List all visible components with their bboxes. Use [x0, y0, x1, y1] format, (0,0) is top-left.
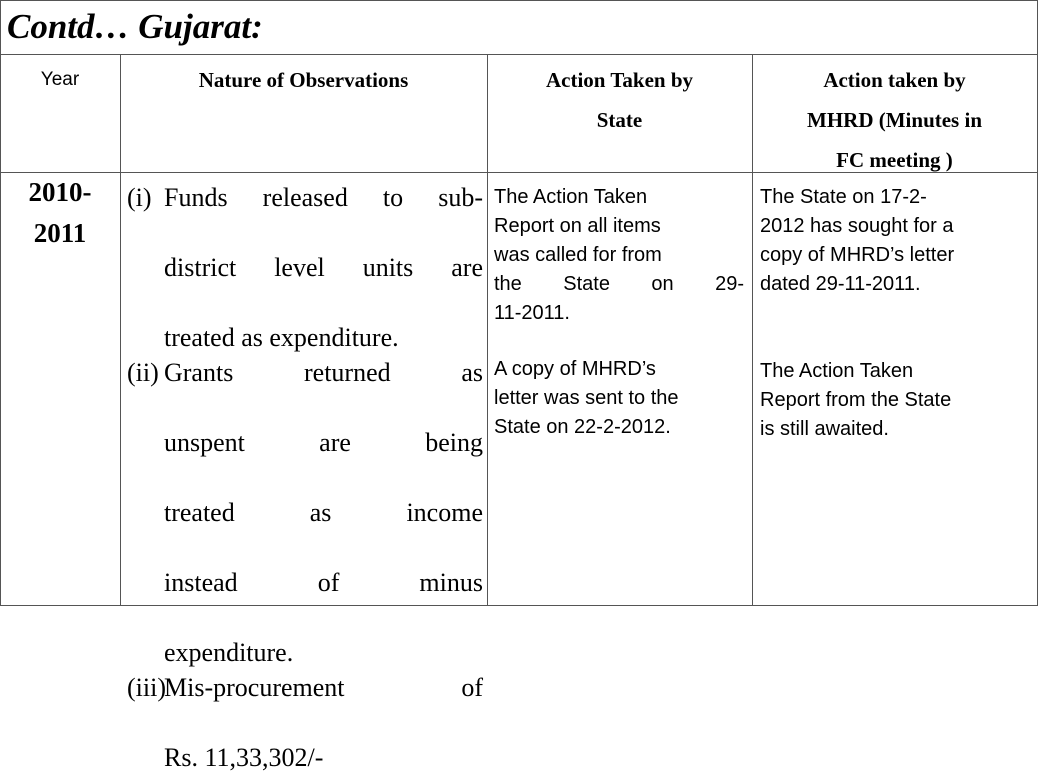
action-mhrd-line: The State on 17-2- [760, 186, 927, 208]
title-row [0, 0, 1038, 55]
action-state-line: letter was sent to the [494, 387, 679, 409]
action-state-line: the State on 29- [494, 273, 744, 295]
observation-line: expenditure. [164, 638, 294, 667]
observation-line: Funds released to sub- [164, 183, 483, 212]
observation-number: (ii) [127, 358, 159, 387]
action-state-line: The Action Taken [494, 186, 648, 208]
header-action-state-line-2: State [596, 108, 643, 132]
action-state-line: State on 22-2-2012. [494, 416, 671, 438]
header-year: Year [40, 69, 80, 90]
header-nature-of-observations: Nature of Observations [198, 68, 409, 92]
header-action-mhrd-line-3: FC meeting ) [836, 148, 953, 172]
header-action-state-line-1: Action Taken by [545, 68, 694, 92]
header-action-mhrd-line-2: MHRD (Minutes in [807, 108, 982, 132]
header-action-taken-by-mhrd [752, 60, 1037, 180]
cell-year [0, 172, 120, 254]
observation-number: (i) [127, 183, 152, 212]
table-border-right [1037, 55, 1038, 606]
cell-action-taken-by-mhrd [760, 183, 1032, 444]
year-line-1: 2010- [28, 177, 92, 207]
action-mhrd-line: Report from the State [760, 389, 952, 411]
action-mhrd-line: is still awaited. [760, 418, 889, 440]
action-mhrd-line: dated 29-11-2011. [760, 273, 921, 295]
observation-line: Mis-procurement of [164, 673, 483, 702]
action-state-line: A copy of MHRD’s [494, 358, 656, 380]
observation-line: treated as income [164, 498, 483, 527]
observation-item [127, 355, 483, 670]
column-divider-1 [120, 55, 121, 606]
observation-line: district level units are [164, 253, 483, 282]
paragraph-gap [760, 299, 1032, 357]
paragraph-gap [494, 328, 744, 355]
cell-action-taken-by-state [494, 183, 744, 442]
header-action-mhrd-line-1: Action taken by [823, 68, 966, 92]
action-mhrd-line: 2012 has sought for a [760, 215, 954, 237]
header-action-taken-by-state [487, 60, 752, 140]
action-mhrd-line: copy of MHRD’s letter [760, 244, 955, 266]
slide-title: Contd… Gujarat: [7, 7, 263, 46]
action-state-line: was called for from [494, 244, 662, 266]
observation-item [127, 670, 483, 775]
observation-item [127, 180, 483, 355]
action-state-line: 11-2011. [494, 302, 570, 324]
observation-number: (iii) [127, 673, 166, 702]
year-line-2: 2011 [33, 218, 87, 248]
observation-line: unspent are being [164, 428, 483, 457]
action-state-line: Report on all items [494, 215, 661, 237]
action-mhrd-line: The Action Taken [760, 360, 914, 382]
observation-line: Grants returned as [164, 358, 483, 387]
observation-line: instead of minus [164, 568, 483, 597]
observation-line: Rs. 11,33,302/- [164, 743, 324, 772]
observation-line: treated as expenditure. [164, 323, 399, 352]
cell-nature-of-observations [127, 180, 483, 775]
table-border-left [0, 55, 1, 606]
